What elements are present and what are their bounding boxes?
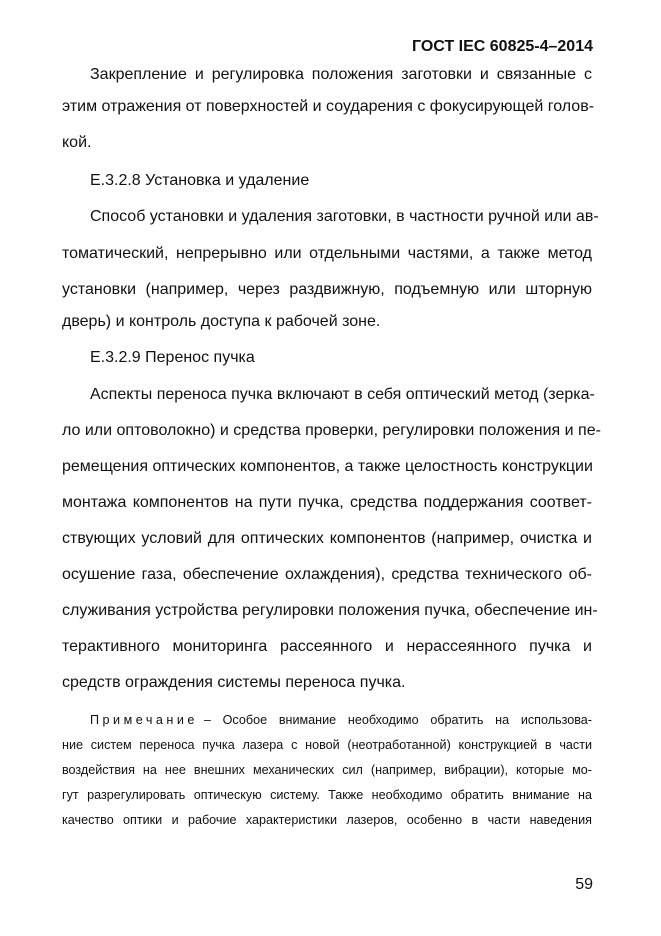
text-line: осушение газа, обеспечение охлаждения), средства технического об- (62, 566, 592, 583)
text-line: ремещения оптических компонентов, а также целостность конструкции (62, 458, 593, 475)
note-line: гут разрегулировать оптическую систему. Также необходимо обратить внимание на (62, 788, 592, 802)
standard-header: ГОСТ IEC 60825-4–2014 (411, 38, 593, 55)
note-text: – Особое внимание необходимо обратить на использова- (203, 713, 592, 727)
text-line: ствующих условий для оптических компонентов (например, очистка и (62, 530, 592, 547)
note-label: Примечание (90, 713, 198, 727)
text-line: Закрепление и регулировка положения заготовки и связанные с (90, 66, 592, 83)
text-line: кой. (62, 134, 92, 151)
text-line: томатический, непрерывно или отдельными частями, а также метод (62, 245, 592, 262)
text-line: Способ установки и удаления заготовки, в частности ручной или ав- (90, 208, 599, 225)
text-line: служивания устройства регулировки положения пучка, обеспечение ин- (62, 602, 598, 619)
page-number: 59 (575, 876, 593, 893)
text-line: монтажа компонентов на пути пучка, средства поддержания соответ- (62, 494, 592, 511)
text-line: установки (например, через раздвижную, подъемную или шторную (62, 281, 592, 298)
section-heading: Е.3.2.8 Установка и удаление (90, 172, 310, 189)
text-line: дверь) и контроль доступа к рабочей зоне. (62, 313, 381, 330)
note-line: ние систем переноса пучка лазера с новой (неотработанной) конструкцией в части (62, 738, 592, 752)
text-line: терактивного мониторинга рассеянного и нерассеянного пучка и (62, 638, 592, 655)
section-heading: Е.3.2.9 Перенос пучка (90, 349, 255, 366)
note-line: качество оптики и рабочие характеристики лазеров, особенно в части наведения (62, 813, 592, 827)
text-line: Аспекты переноса пучка включают в себя оптический метод (зерка- (90, 386, 595, 403)
text-line: средств ограждения системы переноса пучка. (62, 674, 406, 691)
note-first-line (90, 710, 592, 730)
text-line: ло или оптоволокно) и средства проверки, регулировки положения и пе- (62, 422, 601, 439)
text-line: этим отражения от поверхностей и соударения с фокусирующей голов- (62, 98, 595, 115)
note-line: воздействия на нее внешних механических сил (например, вибрации), которые мо- (62, 763, 592, 777)
